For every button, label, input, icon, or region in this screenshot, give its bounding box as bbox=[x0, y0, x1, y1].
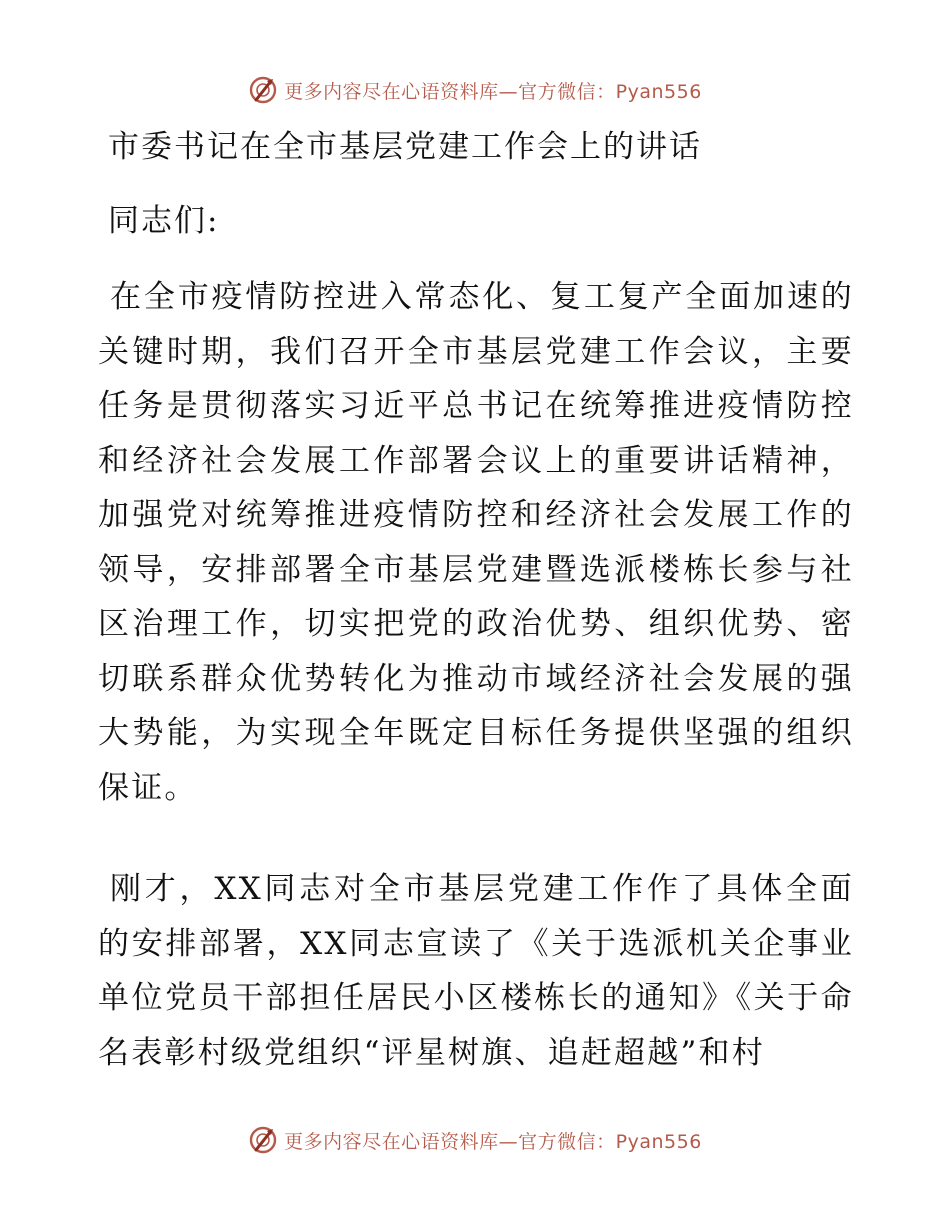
quill-logo-icon bbox=[248, 1125, 278, 1155]
watermark-text: 更多内容尽在心语资料库—官方微信：Pyan556 bbox=[284, 80, 702, 103]
document-title: 市委书记在全市基层党建工作会上的讲话 bbox=[108, 129, 702, 165]
watermark-text: 更多内容尽在心语资料库—官方微信：Pyan556 bbox=[284, 1130, 702, 1153]
quill-logo-icon bbox=[248, 75, 278, 105]
watermark-footer bbox=[0, 1120, 950, 1160]
watermark-header bbox=[0, 70, 950, 110]
paragraph-2: 刚才，XX同志对全市基层党建工作作了具体全面的安排部署，XX同志宣读了《关于选派机关企事业单位党员干部担任居民小区楼栋长的通知》《关于命名表彰村级党组织“评星树旗、追赶超越”和村 bbox=[98, 871, 854, 1071]
paragraph-1: 在全市疫情防控进入常态化、复工复产全面加速的关键时期，我们召开全市基层党建工作会议，主要任务是贯彻落实习近平总书记在统筹推进疫情防控和经济社会发展工作部署会议上的重要讲话精神，加强党对统筹推进疫情防控和经济社会发展工作的领导，安排部署全市基层党建暨选派楼栋长参与社区治理工作，切实把党的政治优势、组织优势、密切联系群众优势转化为推动市域经济社会发展的强大势能，为实现全年既定目标任务提供坚强的组织保证。 bbox=[98, 279, 854, 806]
salutation: 同志们: bbox=[108, 203, 220, 239]
